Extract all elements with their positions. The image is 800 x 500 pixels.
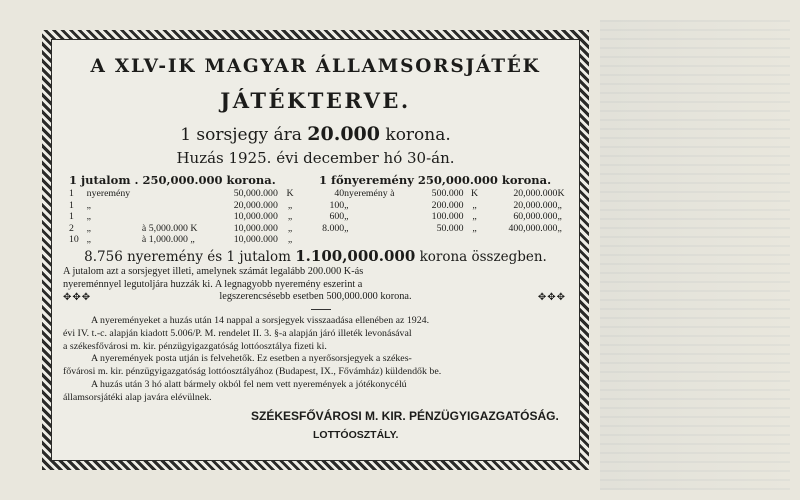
prize-cell: „ [472,211,477,222]
prize-cell: „ [86,211,92,222]
reward-paragraph [63,266,568,304]
prize-cell [302,234,344,246]
draw-date: Huzás 1925. évi december hó 30-án. [176,149,455,167]
prize-cell: 10 [69,234,79,245]
prize-row [69,223,573,235]
prize-cell: 1 [69,199,74,211]
ghost-print-area [600,20,790,490]
prize-cell: „ [287,199,293,211]
prize-row [69,234,573,246]
issuer-signature: SZÉKESFŐVÁROSI M. KIR. PÉNZÜGYIGAZGATÓSÁG. [251,409,559,423]
prize-cell [557,234,573,246]
prize-cell: „ [86,199,92,211]
issuer-department: LOTTÓOSZTÁLY. [313,429,399,441]
main-prize-header: 1 főnyeremény 250,000.000 korona. [319,173,552,187]
prize-cell: à 1,000.000 „ [141,234,195,245]
prize-cell: 20,000.000 [513,199,558,211]
prize-cell: 20,000.000 [513,188,558,199]
price-prefix: 1 sorsjegy ára [180,125,302,145]
prize-row [69,200,573,212]
prize-cell: „ [344,222,349,234]
divider [311,309,331,310]
reward-header: 1 jutalom . 250,000.000 korona. [69,173,276,187]
lottery-plan-document [42,30,589,470]
reward-line: A jutalom azt a sorsjegyet illeti, amelynek számát legalább 200.000 K-ás [63,266,364,277]
prize-cell: 100.000 [431,211,464,222]
prize-cell: nyeremény [86,188,131,199]
reward-line: legszerencsésebb esetben 500,000.000 korona. [219,291,412,302]
ornament-right: ✥✥✥ [537,292,566,303]
note-line: fővárosi m. kir. pénzügyigazgatóság lottóosztályához (Budapest, IX., Fővámház) küldendők be. [63,366,442,378]
prize-cell: K [286,188,294,199]
prize-cell: „ [472,199,477,211]
total-suffix: korona összegben. [419,249,547,265]
document-subtitle: JÁTÉKTERVE. [220,88,411,113]
total-value: 1.100,000.000 [295,247,416,265]
prize-cell [464,234,486,246]
prize-cell: 600 [329,211,345,222]
price-value: 20.000 [307,123,380,145]
prize-cell [142,211,223,223]
prize-cell: 8.000 [322,222,345,234]
prize-cell: „ [557,211,562,222]
prize-cell [410,234,463,246]
prize-cell: „ [86,234,92,245]
prize-cell: „ [86,222,92,234]
ornament-left: ✥✥✥ [63,292,92,303]
reward-line: nyereménnyel legutoljára huzzák ki. A legnagyobb nyeremény eszerint a [63,278,363,290]
total-prefix: 8.756 nyeremény és 1 jutalom [84,249,291,265]
prize-cell: 1 [69,188,74,199]
prize-cell [142,188,223,200]
prize-cell: K [471,188,479,199]
prize-cell: 50.000 [436,222,464,234]
prize-cell: à 5,000.000 K [141,222,198,234]
prize-cell: „ [344,199,349,211]
prize-cell [486,234,558,246]
prize-cell: „ [344,211,349,222]
prize-cell: 100 [329,199,345,211]
note-line: államsorsjátéki alap javára elévülnek. [63,391,212,403]
total-prizes [61,247,570,265]
prize-cell: 10,000.000 [233,222,278,234]
prize-cell: „ [287,234,293,245]
prize-cell: „ [472,222,477,234]
prize-cell: „ [557,222,562,234]
prize-row [69,211,573,223]
prize-cell: 20,000.000 [233,199,278,211]
prize-cell: „ [557,199,562,211]
prize-cell: „ [287,222,293,234]
prize-cell: 40 [334,188,345,199]
prize-cell: nyeremény à [344,188,395,199]
ticket-price [51,123,580,145]
prize-cell: 50,000.000 [233,188,278,199]
note-line: A nyereményeket a huzás után 14 nappal a sorsjegyek visszaadása ellenében az 1924. [91,315,430,326]
prize-row [69,188,573,200]
prize-cell: 2 [69,222,74,234]
prize-cell: 60,000.000 [513,211,558,222]
prize-cell: 400,000.000 [508,222,558,234]
prize-cell: 500.000 [431,188,464,199]
prize-cell [142,200,223,212]
document-title: A XLV-IK MAGYAR ÁLLAMSORSJÁTÉK [90,56,541,77]
prize-cell: 1 [69,211,74,222]
note-line: A nyeremények posta utján is felvehetők. Ez esetben a nyerősorsjegyek a székes- [91,353,412,365]
prize-cell: 200.000 [431,199,464,211]
prize-cell [344,234,410,246]
prize-cell: K [557,188,565,199]
note-line: a székesfővárosi m. kir. pénzügyigazgatóság lottóosztálya fizeti ki. [63,340,327,352]
note-line: A huzás után 3 hó alatt bármely okból fel nem vett nyeremények a jótékonycélú [91,378,407,390]
note-line: évi IV. t.-c. alapján kiadott 5.006/P. M. rendelet II. 3. §-a alapján járó illeték levonásával [63,327,412,339]
prize-table [69,188,573,246]
prize-cell: „ [287,211,293,222]
prize-cell: 10,000.000 [233,211,278,222]
prize-cell: 10,000.000 [233,234,278,245]
price-suffix: korona. [385,125,451,145]
notes-section [63,315,568,405]
